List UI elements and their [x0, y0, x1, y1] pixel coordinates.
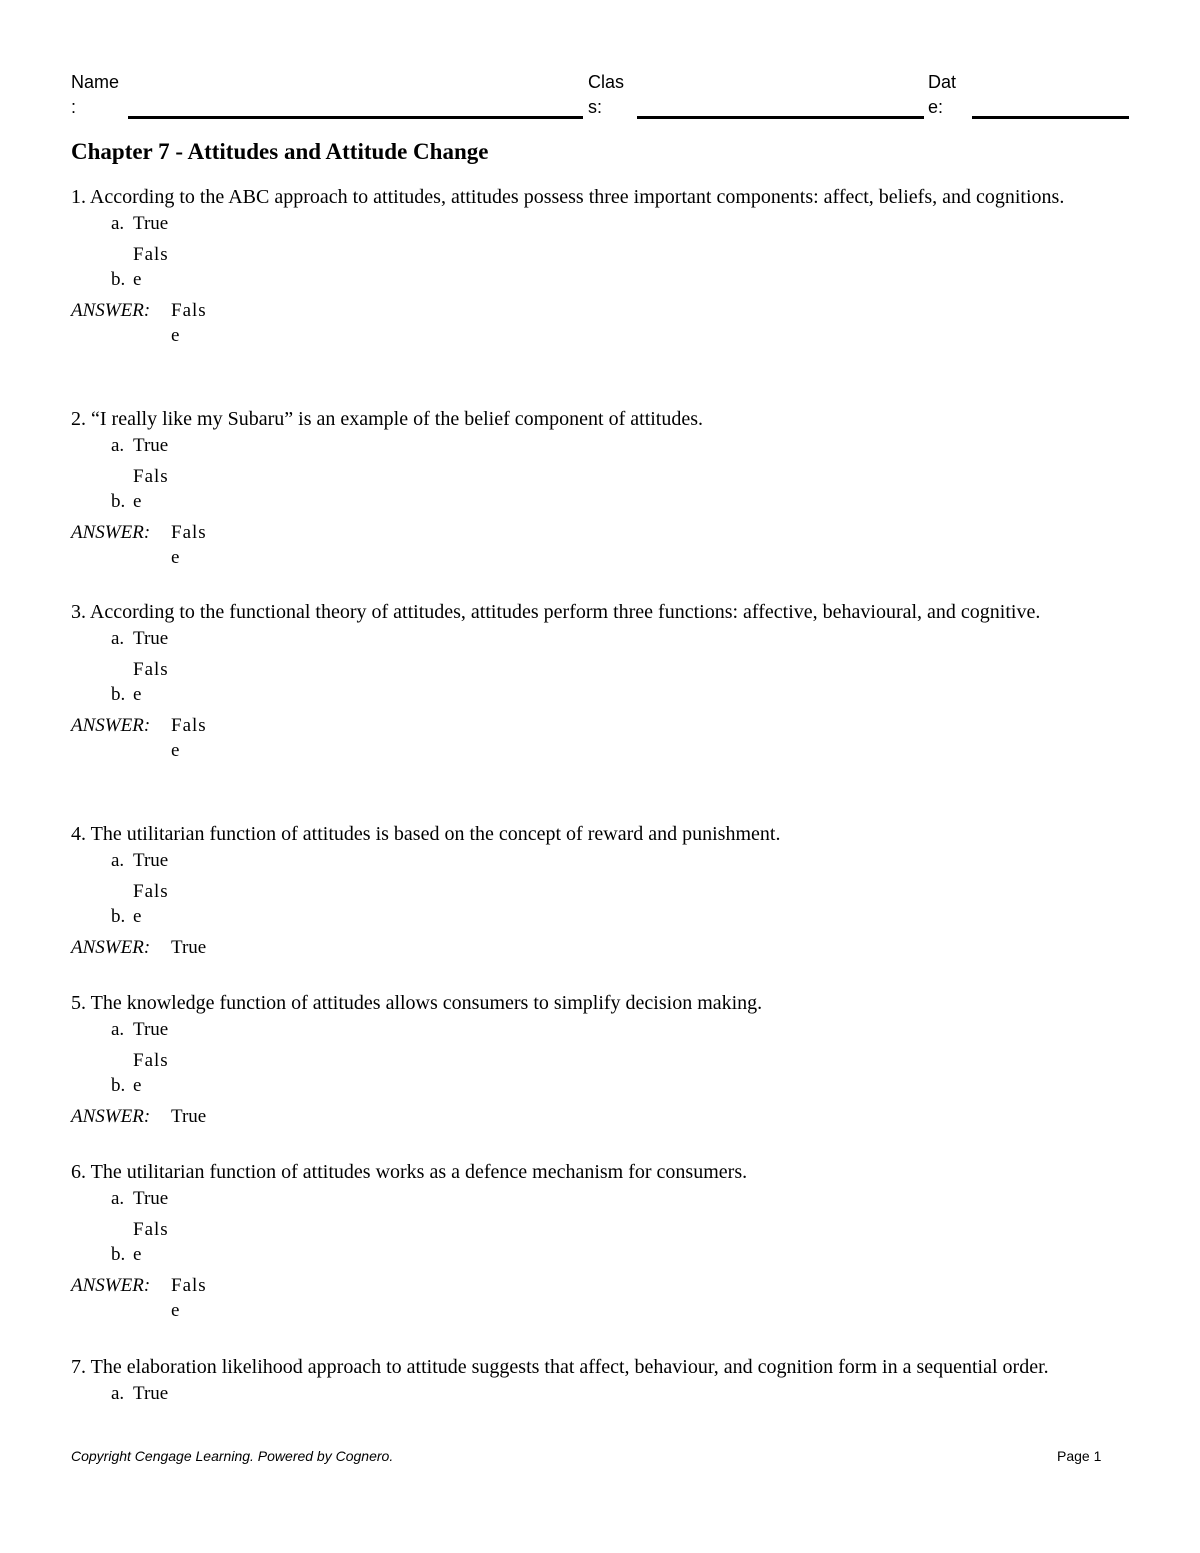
option-b[interactable]	[71, 464, 1131, 520]
option-value: True	[133, 628, 169, 649]
option-a[interactable]	[71, 211, 1131, 242]
name-input-line[interactable]	[128, 116, 583, 119]
option-a[interactable]	[71, 433, 1131, 464]
option-b[interactable]	[71, 1217, 1131, 1273]
question-text	[71, 990, 1131, 1017]
option-value: True	[133, 1383, 169, 1404]
answer-row	[71, 1273, 1131, 1335]
question-prompt: According to the ABC approach to attitudes, attitudes possess three important components: affect, beliefs, and cognitions.	[89, 186, 1065, 208]
option-label: b.	[111, 269, 126, 290]
answer-row	[71, 935, 1131, 967]
option-label: a.	[111, 213, 125, 234]
option-value: False	[133, 1219, 169, 1265]
question-text	[71, 1354, 1131, 1381]
answer-label: ANSWER:	[71, 715, 151, 736]
answer-value: False	[171, 300, 207, 346]
option-label: b.	[111, 684, 126, 705]
class-input-line[interactable]	[637, 116, 924, 119]
name-label: Name	[71, 72, 120, 92]
question-text	[71, 184, 1131, 211]
option-label: a.	[111, 1383, 125, 1404]
question-number: 4.	[71, 823, 86, 845]
option-b[interactable]	[71, 657, 1131, 713]
question-number: 1.	[71, 186, 86, 208]
date-label-suffix: e:	[928, 97, 944, 117]
question-prompt: The knowledge function of attitudes allows consumers to simplify decision making.	[90, 992, 763, 1014]
answer-value: False	[171, 522, 207, 568]
option-label: a.	[111, 435, 125, 456]
option-label: a.	[111, 1188, 125, 1209]
option-b[interactable]	[71, 879, 1131, 935]
option-value: False	[133, 1050, 169, 1096]
option-value: True	[133, 1019, 169, 1040]
answer-value: True	[171, 1106, 207, 1127]
option-label: b.	[111, 491, 126, 512]
option-label: b.	[111, 1244, 126, 1265]
question-text	[71, 599, 1131, 626]
answer-row	[71, 298, 1131, 360]
footer-page-number: Page 1	[1057, 1448, 1102, 1464]
option-label: a.	[111, 628, 125, 649]
question-number: 5.	[71, 992, 86, 1014]
question-prompt: The utilitarian function of attitudes is based on the concept of reward and punishment.	[90, 823, 781, 845]
answer-row	[71, 713, 1131, 775]
question-6	[71, 1159, 1131, 1335]
answer-label: ANSWER:	[71, 1275, 151, 1296]
question-1	[71, 184, 1131, 360]
option-value: True	[133, 435, 169, 456]
question-2	[71, 406, 1131, 582]
question-prompt: According to the functional theory of attitudes, attitudes perform three functions: affective, behavioural, and cognitive.	[89, 601, 1041, 623]
option-label: b.	[111, 1075, 126, 1096]
question-prompt: The utilitarian function of attitudes works as a defence mechanism for consumers.	[90, 1161, 748, 1183]
question-prompt: “I really like my Subaru” is an example of the belief component of attitudes.	[91, 408, 704, 430]
option-label: a.	[111, 850, 125, 871]
option-a[interactable]	[71, 1017, 1131, 1048]
option-value: False	[133, 881, 169, 927]
footer-copyright: Copyright Cengage Learning. Powered by Cognero.	[71, 1448, 394, 1464]
date-input-line[interactable]	[972, 116, 1129, 119]
option-b[interactable]	[71, 242, 1131, 298]
question-number: 2.	[71, 408, 86, 430]
date-label: Dat	[928, 72, 957, 92]
question-4	[71, 821, 1131, 967]
question-text	[71, 821, 1131, 848]
question-text	[71, 1159, 1131, 1186]
answer-row	[71, 520, 1131, 582]
answer-value: True	[171, 937, 207, 958]
question-number: 7.	[71, 1356, 86, 1378]
question-text	[71, 406, 1131, 433]
option-b[interactable]	[71, 1048, 1131, 1104]
answer-label: ANSWER:	[71, 522, 151, 543]
question-5	[71, 990, 1131, 1136]
question-prompt: The elaboration likelihood approach to attitude suggests that affect, behaviour, and cognition form in a sequential order.	[90, 1356, 1049, 1378]
option-value: False	[133, 466, 169, 512]
option-a[interactable]	[71, 848, 1131, 879]
answer-value: False	[171, 715, 207, 761]
option-value: True	[133, 213, 169, 234]
question-3	[71, 599, 1131, 775]
option-value: False	[133, 659, 169, 705]
option-value: True	[133, 1188, 169, 1209]
option-label: b.	[111, 906, 126, 927]
option-label: a.	[111, 1019, 125, 1040]
answer-row	[71, 1104, 1131, 1136]
answer-value: False	[171, 1275, 207, 1321]
name-label-colon: :	[71, 97, 77, 117]
answer-label: ANSWER:	[71, 937, 151, 958]
class-label-suffix: s:	[588, 97, 603, 117]
option-a[interactable]	[71, 626, 1131, 657]
question-number: 3.	[71, 601, 86, 623]
answer-label: ANSWER:	[71, 1106, 151, 1127]
answer-label: ANSWER:	[71, 300, 151, 321]
page-title: Chapter 7 - Attitudes and Attitude Change	[71, 139, 489, 164]
option-a[interactable]	[71, 1381, 1131, 1412]
question-number: 6.	[71, 1161, 86, 1183]
option-a[interactable]	[71, 1186, 1131, 1217]
option-value: False	[133, 244, 169, 290]
option-value: True	[133, 850, 169, 871]
class-label: Clas	[588, 72, 625, 92]
question-7	[71, 1354, 1131, 1412]
